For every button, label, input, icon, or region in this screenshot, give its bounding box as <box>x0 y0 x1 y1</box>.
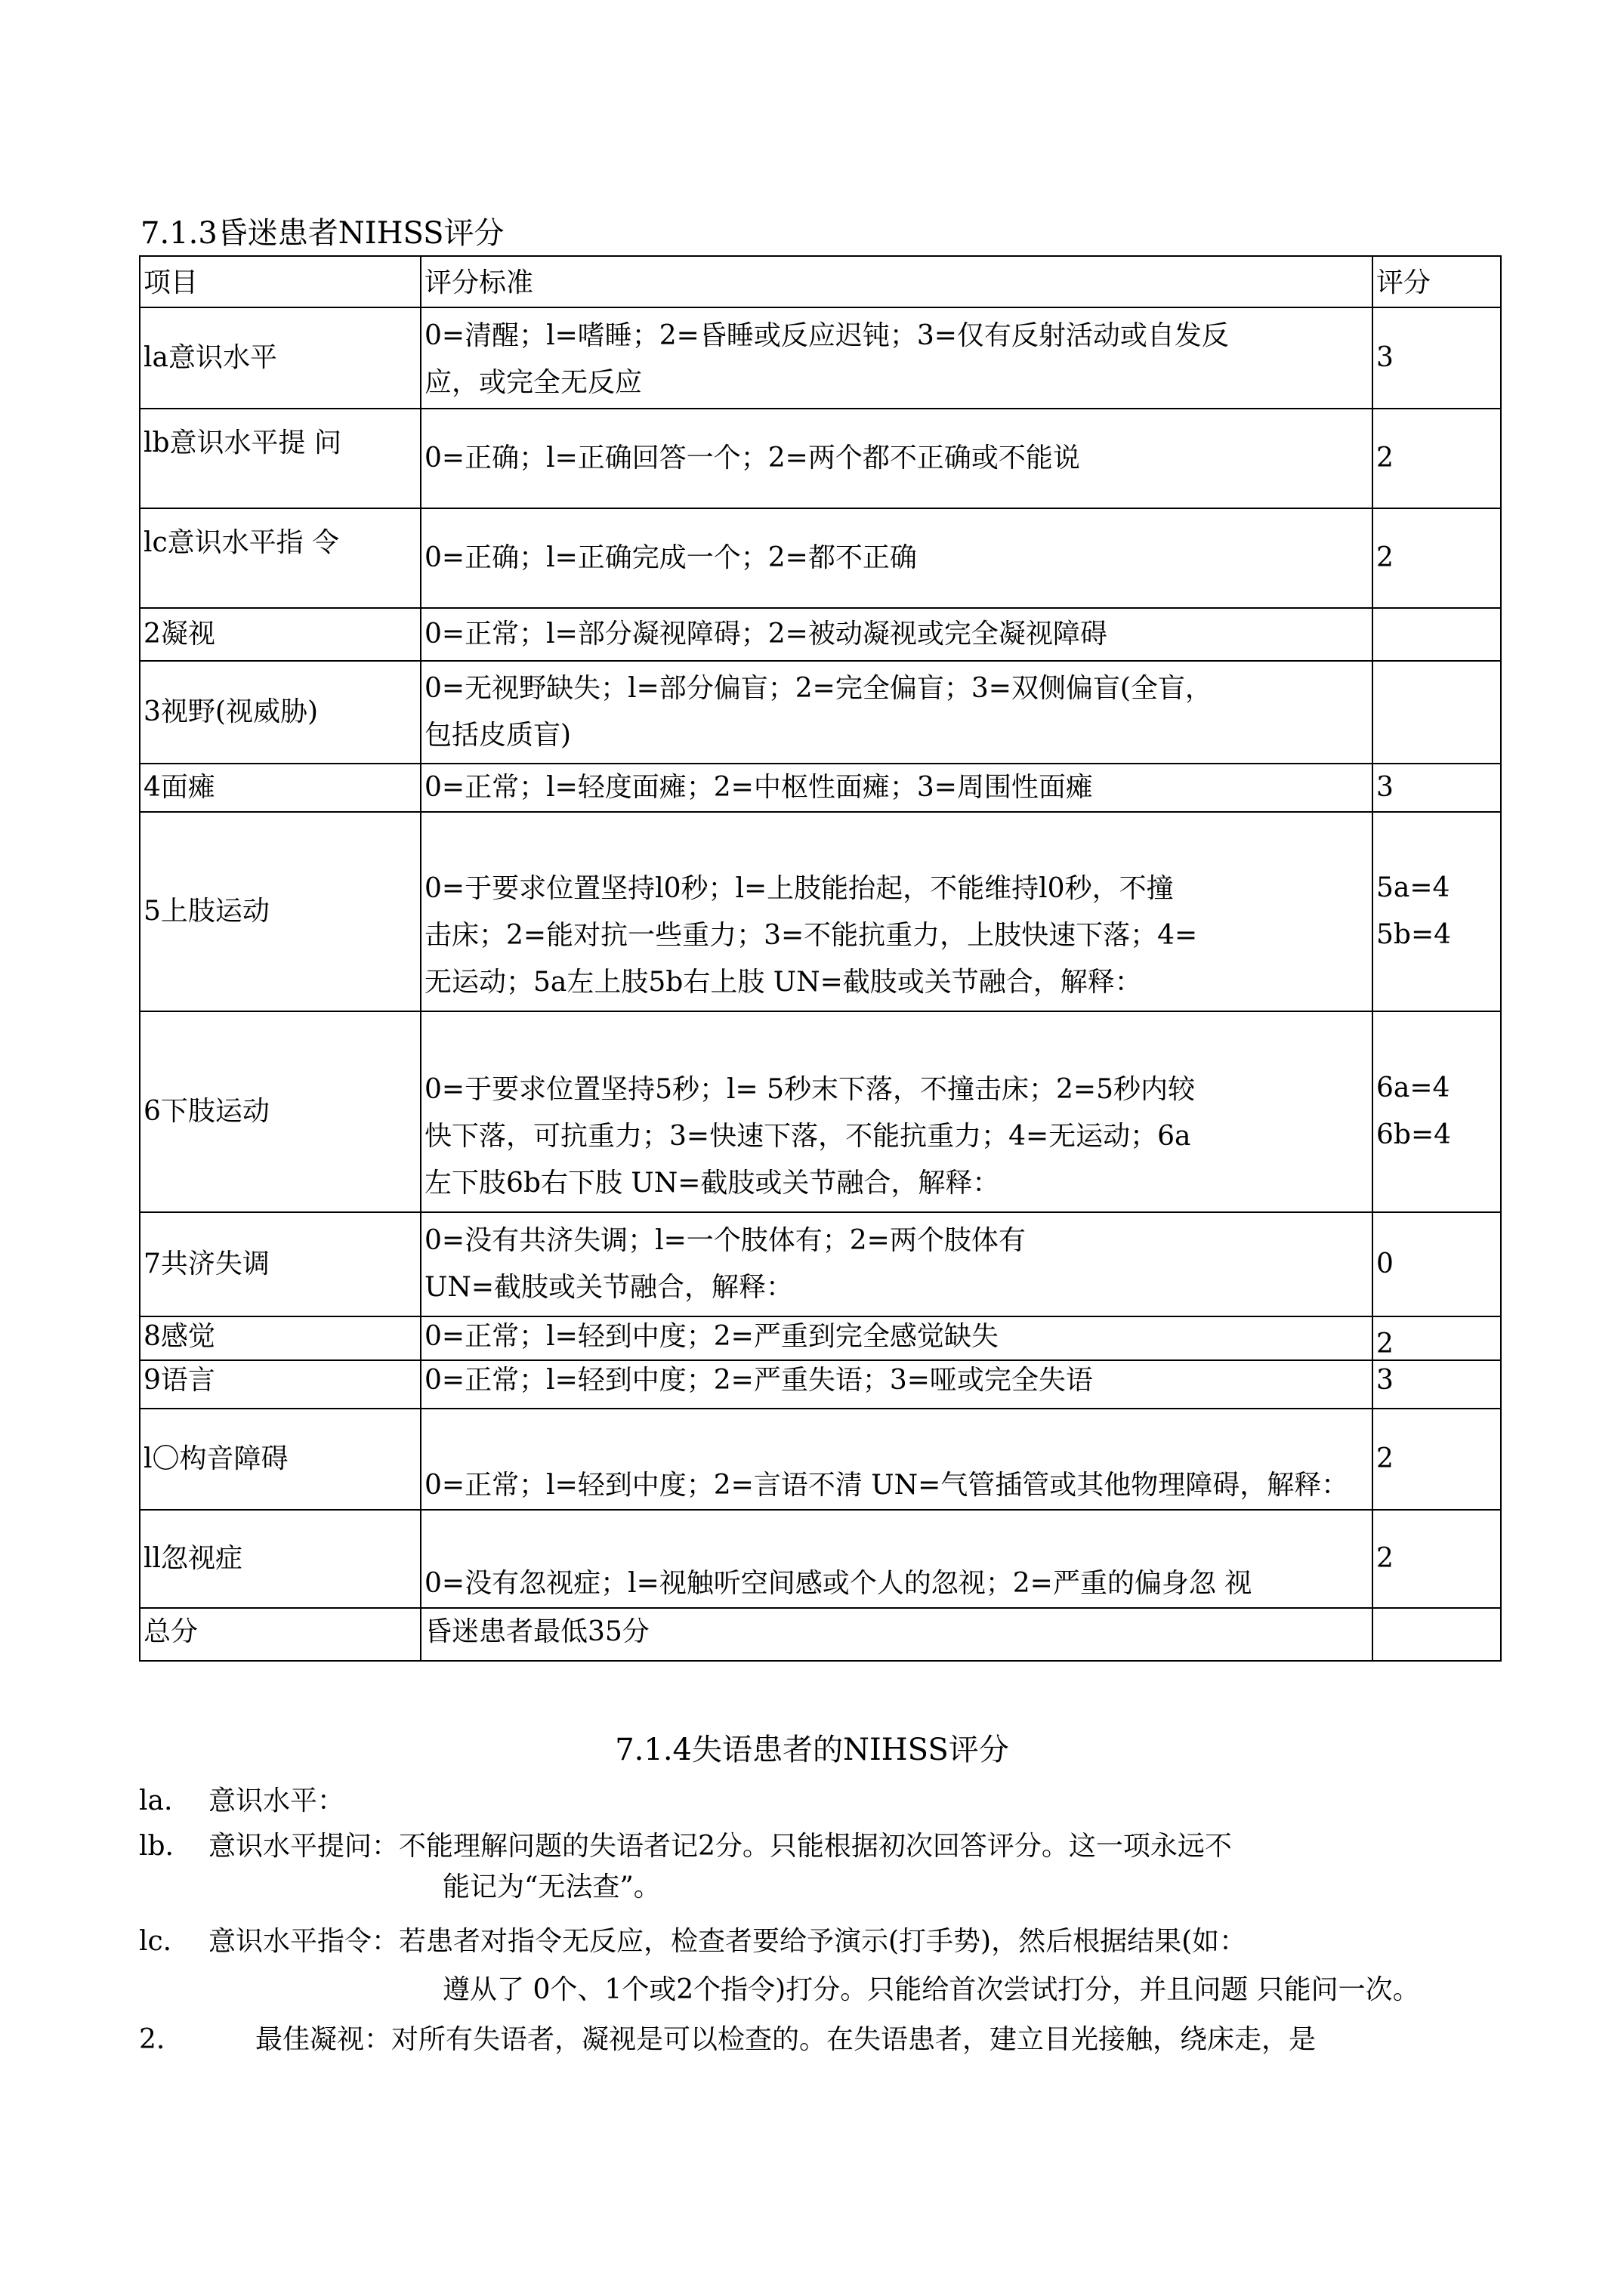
note-text: 意识水平提问：不能理解问题的失语者记2分。只能根据初次回答评分。这一项永远不 <box>208 1831 1232 1862</box>
note-number: lb. <box>139 1831 174 1862</box>
score-value: 3 <box>1376 342 1394 373</box>
row-item: 总分 <box>140 1608 421 1661</box>
row-score <box>1372 1608 1501 1661</box>
row-score <box>1372 1409 1501 1510</box>
note-number: lc. <box>139 1926 172 1957</box>
criteria-line: 左下肢6b右下肢 UN=截肢或关节融合，解释： <box>425 1168 1000 1199</box>
section-title-aphasia-nihss: 7.1.4失语患者的NIHSS评分 <box>615 1733 1009 1767</box>
row-score <box>1372 812 1501 1011</box>
note-number: 2. <box>139 2024 165 2055</box>
note-number: la. <box>139 1785 173 1816</box>
row-item: 4面瘫 <box>140 764 421 812</box>
table-row <box>140 812 1501 1011</box>
score-value: 2 <box>1376 1543 1394 1574</box>
table-row <box>140 409 1501 508</box>
row-score <box>1372 764 1501 812</box>
row-item: ll忽视症 <box>140 1510 421 1608</box>
criteria-line: 昏迷患者最低35分 <box>425 1616 650 1647</box>
table-row <box>140 1510 1501 1608</box>
score-value: 6a=4 <box>1376 1072 1450 1103</box>
note-text: 意识水平： <box>208 1785 345 1816</box>
table-row <box>140 764 1501 812</box>
row-criteria <box>421 661 1372 764</box>
row-score <box>1372 1212 1501 1316</box>
table-row <box>140 1409 1501 1510</box>
row-item: la意识水平 <box>140 307 421 409</box>
row-item: l〇构音障碍 <box>140 1409 421 1510</box>
score-value: 0 <box>1376 1248 1394 1279</box>
row-criteria <box>421 1608 1372 1661</box>
row-criteria <box>421 608 1372 661</box>
score-value: 3 <box>1376 772 1394 803</box>
criteria-line: 0=正常；l=轻到中度；2=严重失语；3=哑或完全失语 <box>425 1365 1093 1396</box>
note-text: 能记为“无法查”。 <box>443 1872 661 1903</box>
criteria-line: 无运动；5a左上肢5b右上肢 UN=截肢或关节融合，解释： <box>425 967 1142 998</box>
criteria-line: 击床；2=能对抗一些重力；3=不能抗重力，上肢快速下落；4= <box>425 920 1198 951</box>
row-item: 5上肢运动 <box>140 812 421 1011</box>
nihss-score-table <box>139 255 1502 1662</box>
row-item: lc意识水平指 令 <box>140 508 421 608</box>
criteria-line: 0=正常；l=轻度面瘫；2=中枢性面瘫；3=周围性面瘫 <box>425 772 1093 803</box>
section-title-coma-nihss: 7.1.3昏迷患者NIHSS评分 <box>140 216 505 251</box>
row-item: 7共济失调 <box>140 1212 421 1316</box>
row-score <box>1372 1510 1501 1608</box>
criteria-line: 0=没有共济失调；l=一个肢体有；2=两个肢体有 <box>425 1225 1026 1256</box>
row-score <box>1372 1360 1501 1409</box>
note-text: 遵从了 0个、1个或2个指令)打分。只能给首次尝试打分，并且问题 只能问一次。 <box>443 1974 1420 2005</box>
table-row <box>140 661 1501 764</box>
criteria-line: 0=无视野缺失；l=部分偏盲；2=完全偏盲；3=双侧偏盲(全盲， <box>425 673 1212 704</box>
table-row <box>140 608 1501 661</box>
score-value: 5a=4 <box>1376 872 1450 903</box>
criteria-line: 0=正确；l=正确完成一个；2=都不正确 <box>425 542 917 573</box>
row-criteria <box>421 812 1372 1011</box>
criteria-line: 包括皮质盲) <box>425 720 572 751</box>
score-value: 5b=4 <box>1376 919 1452 950</box>
score-value: 2 <box>1376 1443 1394 1474</box>
row-item: 2凝视 <box>140 608 421 661</box>
row-criteria <box>421 508 1372 608</box>
criteria-line: 应，或完全无反应 <box>425 367 643 398</box>
row-criteria <box>421 409 1372 508</box>
row-score <box>1372 1316 1501 1360</box>
header-item: 项目 <box>140 256 421 307</box>
score-value: 6b=4 <box>1376 1119 1452 1150</box>
row-item: lb意识水平提 问 <box>140 409 421 508</box>
row-score <box>1372 1011 1501 1212</box>
row-criteria <box>421 1409 1372 1510</box>
score-value: 3 <box>1376 1365 1394 1396</box>
criteria-line: UN=截肢或关节融合，解释： <box>425 1272 794 1303</box>
criteria-line: 0=清醒；l=嗜睡；2=昏睡或反应迟钝；3=仅有反射活动或自发反 <box>425 320 1229 351</box>
row-criteria <box>421 1316 1372 1360</box>
table-row <box>140 1316 1501 1360</box>
table-row <box>140 1212 1501 1316</box>
table-row <box>140 1011 1501 1212</box>
row-criteria <box>421 1011 1372 1212</box>
header-score: 评分 <box>1372 256 1501 307</box>
score-value: 2 <box>1376 443 1394 474</box>
row-score <box>1372 608 1501 661</box>
row-criteria <box>421 307 1372 409</box>
row-criteria <box>421 764 1372 812</box>
row-criteria <box>421 1212 1372 1316</box>
table-row <box>140 307 1501 409</box>
score-value: 2 <box>1376 542 1394 573</box>
criteria-line: 0=正确；l=正确回答一个；2=两个都不正确或不能说 <box>425 443 1080 474</box>
criteria-line: 0=正常；l=部分凝视障碍；2=被动凝视或完全凝视障碍 <box>425 619 1107 650</box>
criteria-line: 0=正常；l=轻到中度；2=言语不清 UN=气管插管或其他物理障碍，解释： <box>425 1470 1349 1501</box>
row-score <box>1372 508 1501 608</box>
table-row-total <box>140 1608 1501 1661</box>
row-item: 6下肢运动 <box>140 1011 421 1212</box>
row-score <box>1372 307 1501 409</box>
table-row <box>140 1360 1501 1409</box>
row-item: 9语言 <box>140 1360 421 1409</box>
row-item: 8感觉 <box>140 1316 421 1360</box>
row-criteria <box>421 1510 1372 1608</box>
criteria-line: 0=于要求位置坚持5秒；l= 5秒末下落，不撞击床；2=5秒内较 <box>425 1074 1195 1105</box>
criteria-line: 0=正常；l=轻到中度；2=严重到完全感觉缺失 <box>425 1321 999 1352</box>
row-criteria <box>421 1360 1372 1409</box>
criteria-line: 0=于要求位置坚持l0秒；l=上肢能抬起，不能维持l0秒，不撞 <box>425 873 1174 904</box>
score-value: 2 <box>1376 1329 1394 1359</box>
row-score <box>1372 409 1501 508</box>
row-score <box>1372 661 1501 764</box>
note-text: 意识水平指令：若患者对指令无反应，检查者要给予演示(打手势)，然后根据结果(如： <box>208 1926 1247 1957</box>
criteria-line: 0=没有忽视症；l=视触听空间感或个人的忽视；2=严重的偏身忽 视 <box>425 1568 1252 1599</box>
note-text: 最佳凝视：对所有失语者，凝视是可以检查的。在失语患者，建立目光接触，绕床走，是 <box>255 2024 1317 2055</box>
table-header-row <box>140 256 1501 307</box>
row-item: 3视野(视威胁) <box>140 661 421 764</box>
criteria-line: 快下落，可抗重力；3=快速下落，不能抗重力；4=无运动；6a <box>425 1121 1191 1152</box>
header-criteria: 评分标准 <box>421 256 1372 307</box>
table-row <box>140 508 1501 608</box>
